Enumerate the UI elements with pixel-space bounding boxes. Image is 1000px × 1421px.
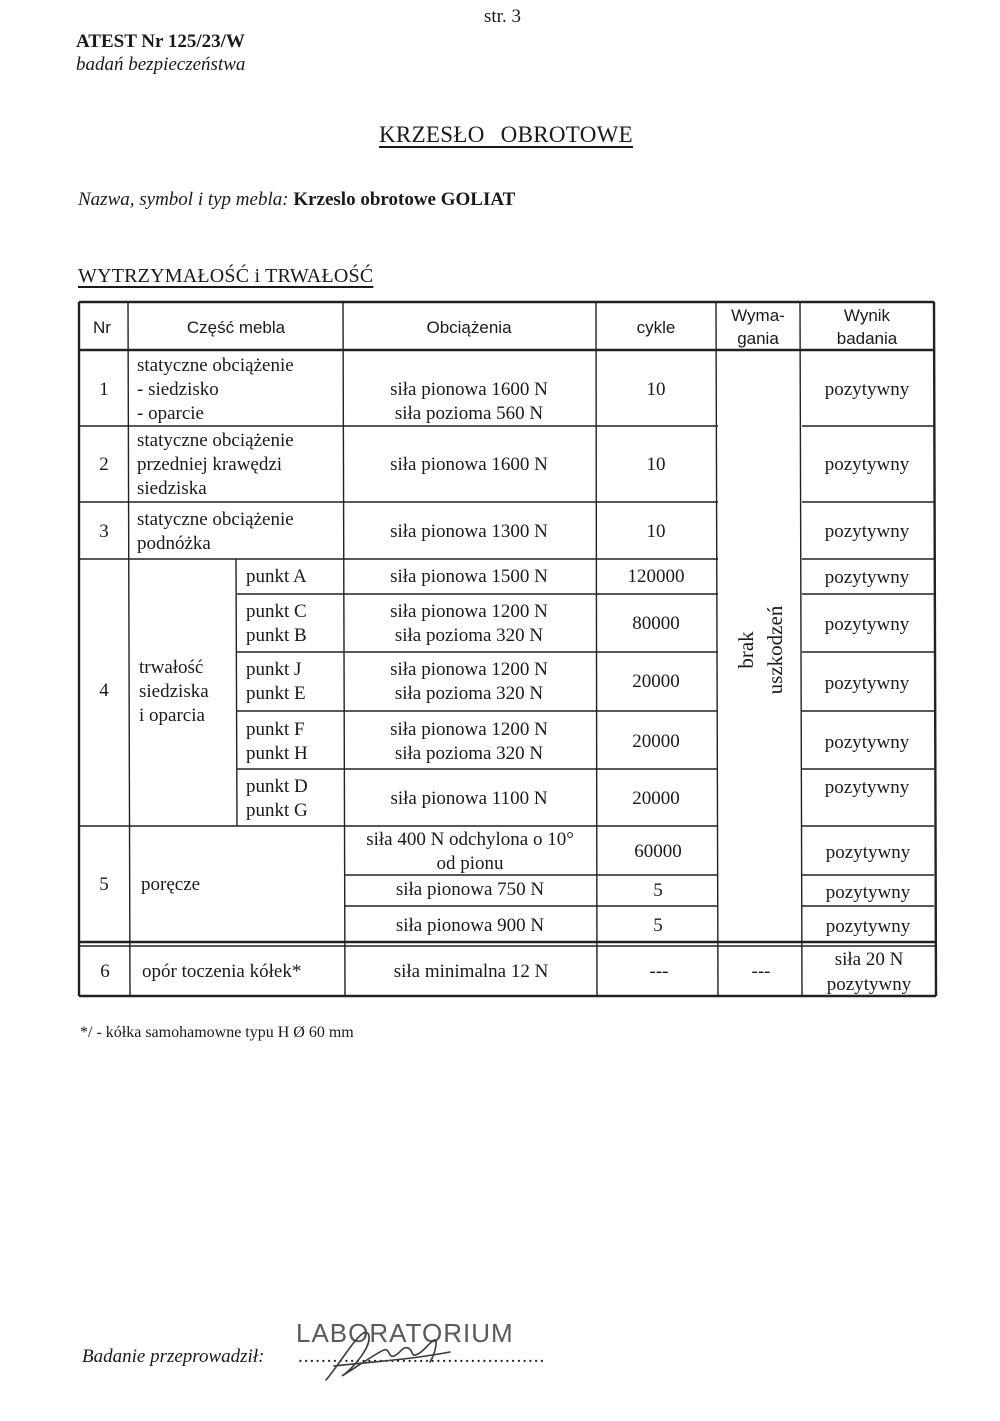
point-label: punkt G bbox=[246, 800, 308, 821]
result-value: pozytywny bbox=[824, 521, 910, 542]
header-cycles: cykle bbox=[636, 318, 676, 337]
result-value: pozytywny bbox=[824, 777, 910, 798]
part-text: statyczne obciążenie bbox=[137, 355, 294, 376]
header-loads: Obciążenia bbox=[426, 318, 512, 337]
load-text: siła pionowa 1600 N bbox=[390, 454, 548, 475]
cycles-value: 20000 bbox=[632, 731, 680, 752]
load-text: siła pionowa 1200 N bbox=[390, 601, 548, 622]
furniture-name-label: Nazwa, symbol i typ mebla bbox=[78, 189, 283, 210]
signature-line: ........................................... bbox=[298, 1346, 546, 1367]
cycles-value: 10 bbox=[646, 379, 666, 400]
cycles-value: 5 bbox=[653, 880, 663, 901]
cycles-value: 20000 bbox=[632, 788, 680, 809]
load-text: siła pionowa 1200 N bbox=[390, 719, 548, 740]
part-text: poręcze bbox=[141, 874, 201, 895]
result-value: pozytywny bbox=[824, 614, 910, 635]
certificate-subtitle: badań bezpieczeństwa bbox=[76, 54, 246, 75]
load-text: siła pionowa 1200 N bbox=[390, 659, 548, 680]
load-text: siła pionowa 1300 N bbox=[390, 521, 548, 542]
document-title: KRZESŁO OBROTOWE bbox=[379, 122, 633, 147]
requirements-text: uszkodzeń bbox=[763, 605, 787, 695]
row-number: 6 bbox=[100, 961, 110, 982]
section-title: WYTRZYMAŁOŚĆ i TRWAŁOŚĆ bbox=[78, 265, 374, 287]
result-value: pozytywny bbox=[825, 842, 911, 863]
header-result-line2: badania bbox=[836, 329, 898, 348]
load-text: siła 400 N odchylona o 10° bbox=[366, 829, 574, 850]
load-text: od pionu bbox=[436, 853, 504, 874]
footnote: */ - kółka samohamowne typu H Ø 60 mm bbox=[80, 1024, 354, 1041]
load-text: siła minimalna 12 N bbox=[393, 961, 549, 982]
load-text: siła pozioma 560 N bbox=[394, 403, 544, 424]
row-number: 3 bbox=[99, 521, 109, 542]
point-label: punkt D bbox=[246, 776, 308, 797]
part-text: - siedzisko bbox=[137, 379, 219, 400]
header-requirements-line2: gania bbox=[737, 329, 779, 348]
signoff-label: Badanie przeprowadził: bbox=[82, 1346, 265, 1367]
load-text: siła pionowa 750 N bbox=[395, 879, 545, 900]
result-value: pozytywny bbox=[824, 732, 910, 753]
load-text: siła pozioma 320 N bbox=[394, 625, 544, 646]
part-text: statyczne obciążenie bbox=[137, 430, 294, 451]
result-value: pozytywny bbox=[825, 916, 911, 937]
cycles-value: --- bbox=[649, 961, 669, 982]
cycles-value: 5 bbox=[653, 915, 663, 936]
table-row bbox=[99, 430, 909, 499]
header-requirements-line1: Wyma- bbox=[731, 306, 785, 325]
table-row bbox=[99, 355, 909, 424]
point-label: punkt A bbox=[246, 566, 307, 587]
load-text: siła pionowa 1100 N bbox=[390, 788, 548, 809]
result-value: pozytywny bbox=[825, 882, 911, 903]
requirements-text: brak bbox=[734, 631, 758, 669]
furniture-name-line: Nazwa, symbol i typ mebla: Krzeslo obrotowe GOLIAT bbox=[78, 189, 516, 210]
part-text: podnóżka bbox=[137, 533, 211, 554]
part-text: i oparcia bbox=[139, 705, 205, 726]
header-nr: Nr bbox=[93, 318, 111, 337]
cycles-value: 10 bbox=[646, 521, 666, 542]
part-text: przedniej krawędzi bbox=[137, 454, 283, 475]
row-number: 2 bbox=[99, 454, 109, 475]
furniture-name-value: Krzeslo obrotowe GOLIAT bbox=[293, 189, 516, 210]
load-text: siła pionowa 1500 N bbox=[390, 566, 548, 587]
point-label: punkt F bbox=[246, 719, 305, 740]
cycles-value: 80000 bbox=[632, 613, 680, 634]
load-text: siła pionowa 1600 N bbox=[390, 379, 548, 400]
result-value: pozytywny bbox=[826, 974, 912, 995]
laboratory-stamp: LABORATORIUM bbox=[296, 1318, 514, 1348]
part-text: statyczne obciążenie bbox=[137, 509, 294, 530]
load-text: siła pionowa 900 N bbox=[395, 915, 545, 936]
result-value: pozytywny bbox=[824, 567, 910, 588]
result-value: pozytywny bbox=[824, 379, 910, 400]
result-value: siła 20 N bbox=[834, 949, 904, 970]
table-row bbox=[99, 829, 910, 937]
point-label: punkt E bbox=[246, 683, 306, 704]
page-number: str. 3 bbox=[484, 6, 521, 27]
part-text: - oparcie bbox=[137, 403, 204, 424]
table-row bbox=[100, 949, 911, 995]
table-row bbox=[99, 509, 909, 554]
part-text: siedziska bbox=[139, 681, 209, 702]
table-row bbox=[99, 566, 909, 821]
point-label: punkt H bbox=[246, 743, 308, 764]
load-text: siła pozioma 320 N bbox=[394, 743, 544, 764]
point-label: punkt B bbox=[246, 625, 307, 646]
cycles-value: 60000 bbox=[634, 841, 682, 862]
point-label: punkt C bbox=[246, 601, 307, 622]
cycles-value: 10 bbox=[646, 454, 666, 475]
part-text: opór toczenia kółek* bbox=[142, 961, 302, 982]
table-header bbox=[93, 306, 898, 348]
cycles-value: 120000 bbox=[627, 566, 685, 587]
row-number: 5 bbox=[99, 874, 109, 895]
part-text: trwałość bbox=[139, 657, 204, 678]
cycles-value: 20000 bbox=[632, 671, 680, 692]
header-result-line1: Wynik bbox=[843, 306, 891, 325]
part-text: siedziska bbox=[137, 478, 207, 499]
result-value: pozytywny bbox=[824, 454, 910, 475]
point-label: punkt J bbox=[246, 659, 302, 680]
result-value: pozytywny bbox=[824, 673, 910, 694]
requirements-value: --- bbox=[751, 961, 771, 982]
row-number: 4 bbox=[99, 680, 109, 701]
requirements-merged bbox=[734, 605, 787, 694]
certificate-number: ATEST Nr 125/23/W bbox=[76, 31, 245, 52]
signature-icon bbox=[318, 1322, 458, 1386]
header-part: Część mebla bbox=[186, 318, 286, 337]
row-number: 1 bbox=[99, 379, 109, 400]
load-text: siła pozioma 320 N bbox=[394, 683, 544, 704]
